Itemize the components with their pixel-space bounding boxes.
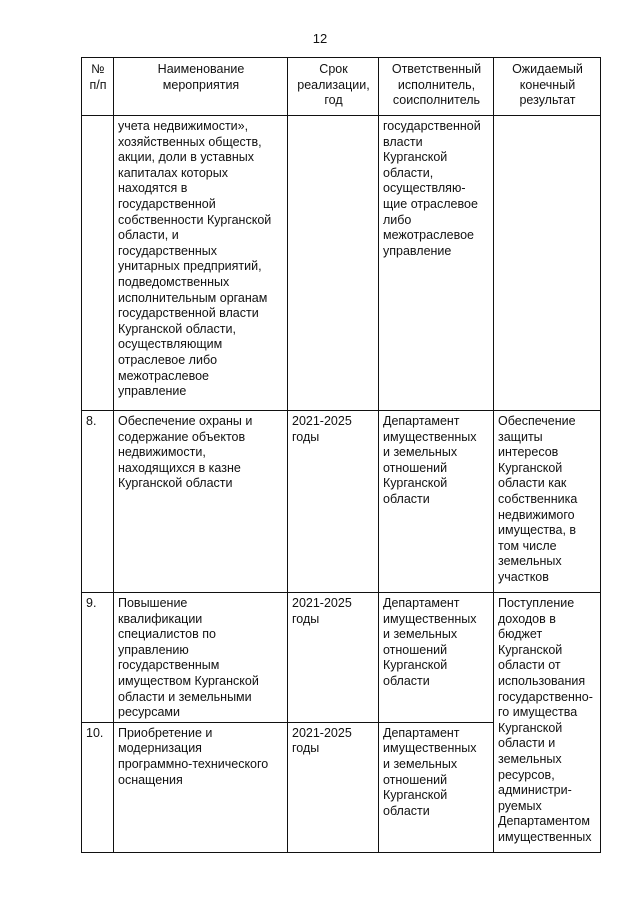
header-number: № п/п: [82, 58, 114, 116]
page-number: 12: [312, 31, 328, 46]
cell-name: Обеспечение охраны и содержание объектов недвижимости, находящихся в казне Курганской области: [114, 411, 288, 593]
cell-number: [82, 116, 114, 411]
cell-number: 8.: [82, 411, 114, 593]
cell-term: [288, 116, 379, 411]
cell-term: 2021-2025 годы: [288, 722, 379, 852]
cell-executor: государственной власти Курганской области, осуществляю- щие отраслевое либо межотраслевое управление: [379, 116, 494, 411]
header-name: Наименование мероприятия: [114, 58, 288, 116]
cell-number: 10.: [82, 722, 114, 852]
cell-number: 9.: [82, 593, 114, 723]
cell-name: Приобретение и модернизация программно-технического оснащения: [114, 722, 288, 852]
measures-table: [81, 57, 601, 853]
cell-executor: Департамент имущественных и земельных отношений Курганской области: [379, 411, 494, 593]
header-executor: Ответственный исполнитель, соисполнитель: [379, 58, 494, 116]
cell-name: учета недвижимости», хозяйственных обществ, акции, доли в уставных капиталах которых находятся в государственной собственности Курганской области, и государственных унитарных предприятий, подведомственных исполнительным органам государственной власти Курганской области, осуществляющим отраслевое либо межотраслевое управление: [114, 116, 288, 411]
cell-result: Обеспечение защиты интересов Курганской области как собственника недвижимого имущества, в том числе земельных участков: [494, 411, 601, 593]
header-result: Ожидаемый конечный результат: [494, 58, 601, 116]
table-row: [82, 411, 601, 593]
cell-term: 2021-2025 годы: [288, 411, 379, 593]
header-term: Срок реализации, год: [288, 58, 379, 116]
cell-executor: Департамент имущественных и земельных отношений Курганской области: [379, 722, 494, 852]
cell-result: [494, 116, 601, 411]
cell-executor: Департамент имущественных и земельных отношений Курганской области: [379, 593, 494, 723]
cell-term: 2021-2025 годы: [288, 593, 379, 723]
table-row: [82, 116, 601, 411]
table-header-row: [82, 58, 601, 116]
cell-name: Повышение квалификации специалистов по управлению государственным имуществом Курганской области и земельными ресурсами: [114, 593, 288, 723]
cell-result: Поступление доходов в бюджет Курганской области от использования государственно- го имущества Курганской области и земельных ресурсов, администри- руемых Департаментом имущественных: [494, 593, 601, 853]
table-row: [82, 593, 601, 723]
